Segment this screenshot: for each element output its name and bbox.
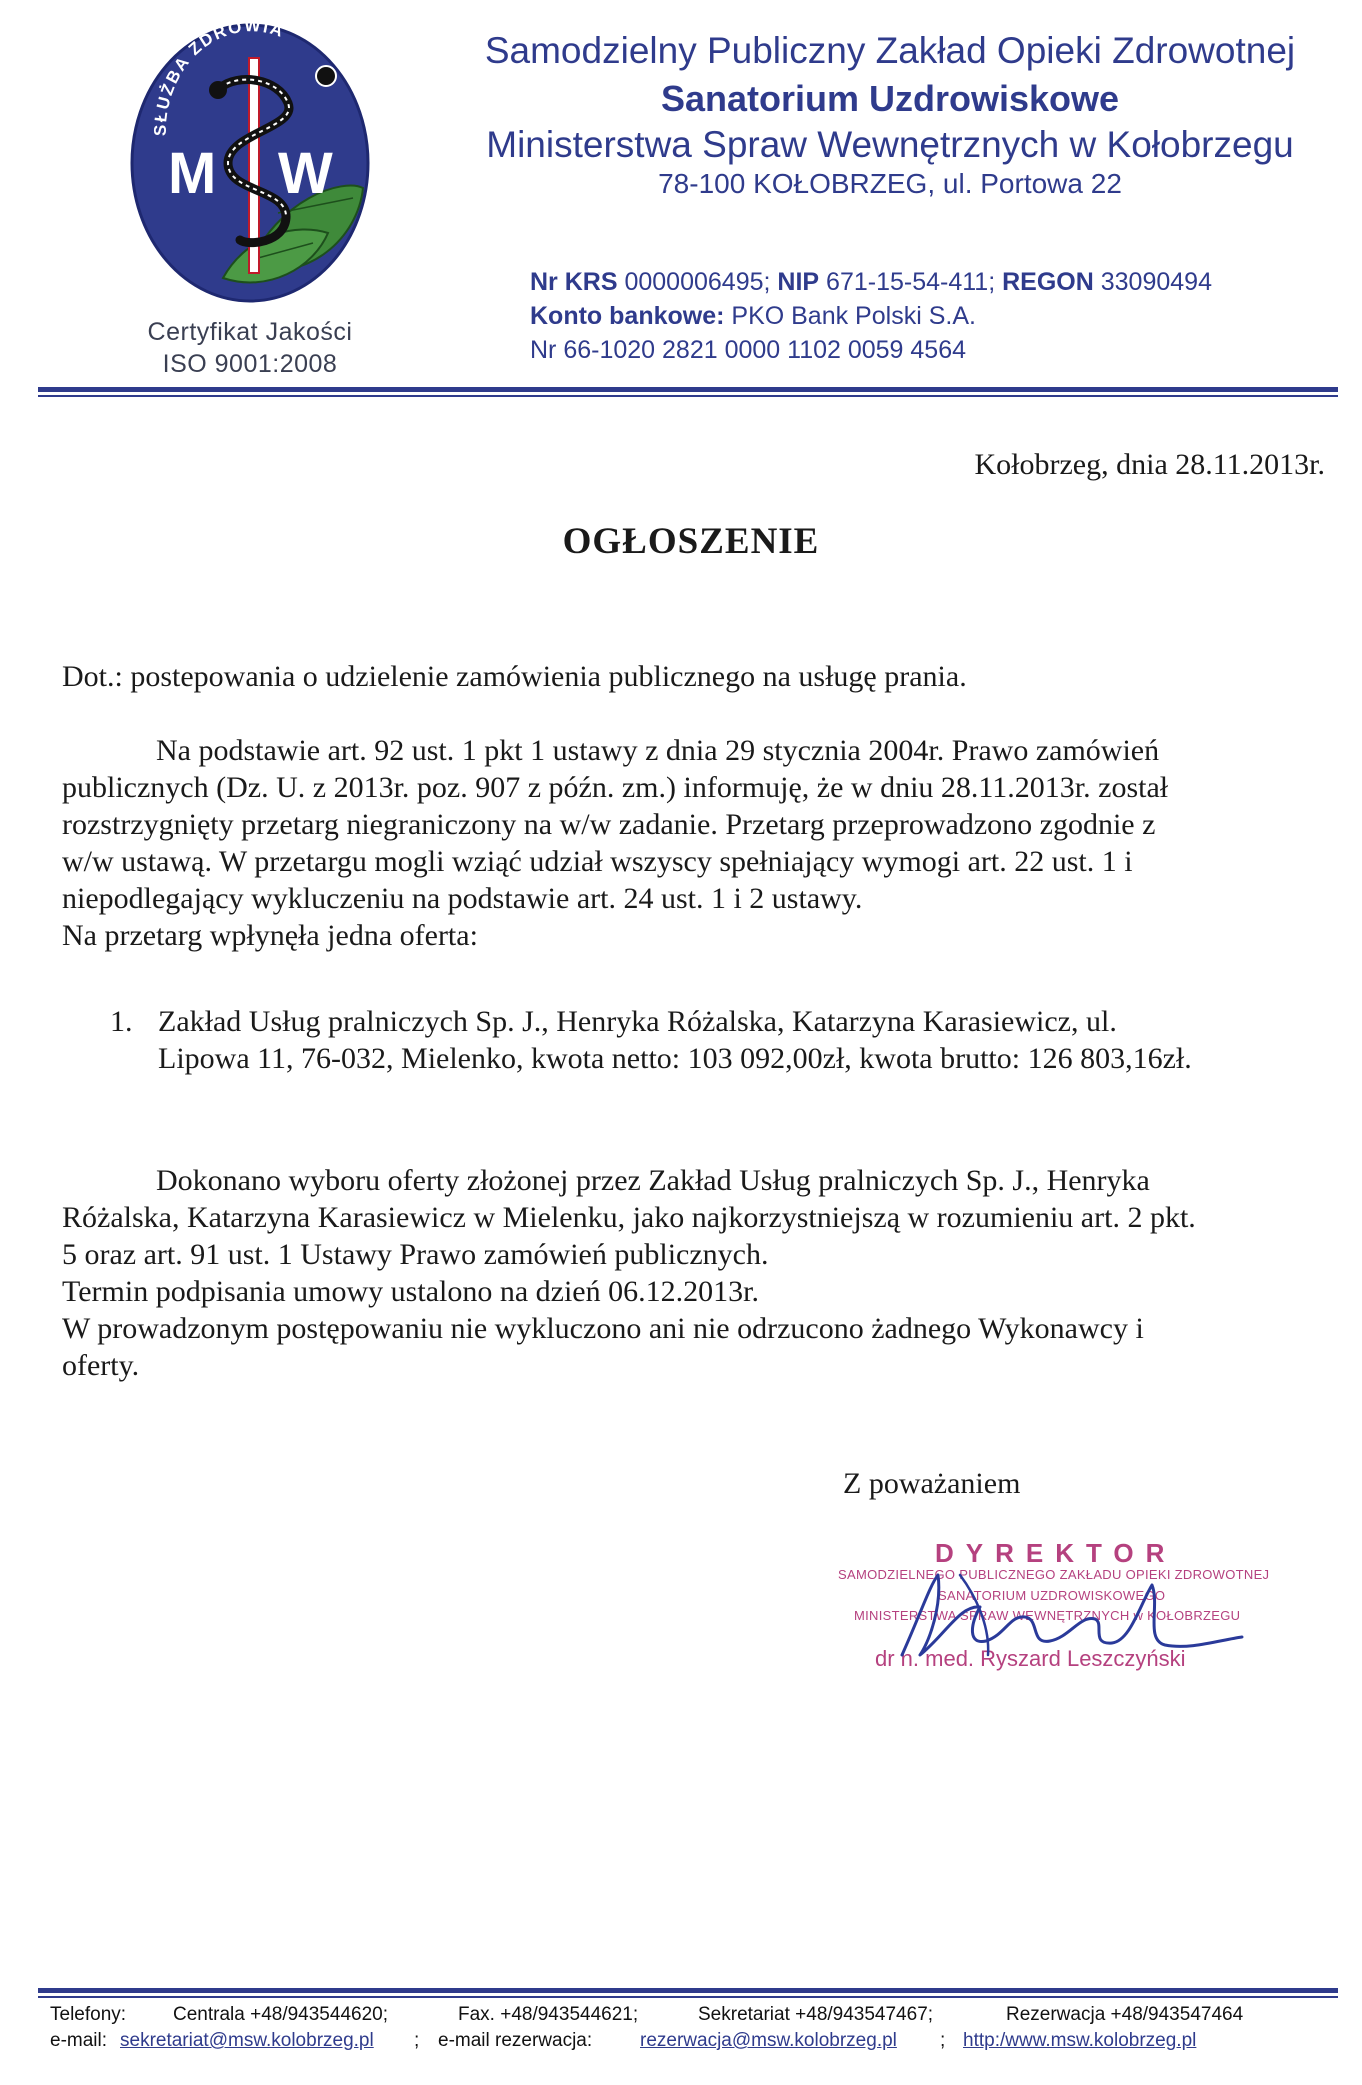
stamp-line: SAMODZIELNEGO PUBLICZNEGO ZAKŁADU OPIEKI ZDROWOTNEJ	[838, 1567, 1270, 1582]
footer-rule-thin	[38, 1996, 1338, 1998]
closing-salutation: Z poważaniem	[843, 1467, 1021, 1500]
nip-value: 671-15-54-411;	[826, 268, 996, 296]
header-rule-thick	[38, 387, 1338, 392]
footer-separator: ;	[414, 2030, 420, 2051]
offer-line: Zakład Usług pralniczych Sp. J., Henryka Różalska, Katarzyna Karasiewicz, ul.	[158, 1005, 1117, 1038]
paragraph-line: rozstrzygnięty przetarg niegraniczony na w/w zadanie. Przetarg przeprowadzono zgodnie z	[62, 808, 1156, 841]
paragraph-line: niepodlegający wykluczeniu na podstawie art. 24 ust. 1 i 2 ustawy.	[62, 882, 863, 915]
institution-name: Samodzielny Publiczny Zakład Opieki Zdrowotnej	[484, 30, 1296, 71]
footer-centrala: Centrala +48/943544620;	[173, 2004, 388, 2025]
stamp-line: SANATORIUM UZDROWISKOWEGO	[938, 1588, 1166, 1603]
paragraph-line: Różalska, Katarzyna Karasiewicz w Mielenku, jako najkorzystniejszą w rozumieniu art. 2 pkt.	[62, 1201, 1196, 1234]
registry-numbers	[530, 268, 1212, 297]
stamp-signatory-name: dr n. med. Ryszard Leszczyński	[875, 1646, 1186, 1671]
institution-ministry: Ministerstwa Spraw Wewnętrznych w Kołobrzegu	[486, 124, 1294, 165]
footer-phones-label: Telefony:	[50, 2004, 127, 2025]
footer-email-rez-link[interactable]: rezerwacja@msw.kolobrzeg.pl	[640, 2030, 897, 2051]
paragraph-line: Termin podpisania umowy ustalono na dzień 06.12.2013r.	[62, 1275, 759, 1308]
krs-value: 0000006495;	[624, 268, 771, 296]
bank-account-line	[530, 302, 976, 331]
document-title: OGŁOSZENIE	[562, 521, 820, 562]
bank-label: Konto bankowe:	[530, 302, 725, 330]
header-rule-thin	[38, 395, 1338, 397]
institution-address: 78-100 KOŁOBRZEG, ul. Portowa 22	[658, 168, 1122, 199]
paragraph-line: w/w ustawą. W przetargu mogli wziąć udział wszyscy spełniający wymogi art. 22 ust. 1 i	[62, 845, 1133, 878]
certificate-iso: ISO 9001:2008	[162, 350, 338, 378]
msw-logo	[128, 18, 373, 308]
footer-rezerwacja: Rezerwacja +48/943547464	[1006, 2004, 1244, 2025]
footer-email-link[interactable]: sekretariat@msw.kolobrzeg.pl	[120, 2030, 374, 2051]
krs-label: Nr KRS	[530, 268, 618, 296]
bank-name: PKO Bank Polski S.A.	[731, 302, 976, 330]
institution-subtitle: Sanatorium Uzdrowiskowe	[660, 78, 1120, 119]
footer-email-label: e-mail:	[50, 2030, 108, 2051]
footer-separator: ;	[940, 2030, 946, 2051]
regon-label: REGON	[1002, 268, 1094, 296]
footer-rule-thick	[38, 1988, 1338, 1993]
offer-line: Lipowa 11, 76-032, Mielenko, kwota netto: 103 092,00zł, kwota brutto: 126 803,16zł.	[158, 1042, 1192, 1075]
paragraph-line: Na podstawie art. 92 ust. 1 pkt 1 ustawy z dnia 29 stycznia 2004r. Prawo zamówień	[156, 734, 1160, 767]
footer-sekretariat: Sekretariat +48/943547467;	[698, 2004, 934, 2025]
regon-value: 33090494	[1100, 268, 1212, 296]
announcement-paragraph-2	[62, 1162, 1332, 1384]
msw-emblem-graphic	[128, 18, 373, 308]
document-subject: Dot.: postepowania o udzielenie zamówienia publicznego na usługę prania.	[62, 660, 967, 693]
stamp-line: MINISTERSTWA SPRAW WEWNĘTRZNYCH w KOŁOBRZEGU	[854, 1608, 1241, 1623]
paragraph-line: oferty.	[62, 1349, 140, 1382]
announcement-paragraph-1	[62, 732, 1332, 954]
paragraph-line: Dokonano wyboru oferty złożonej przez Zakład Usług pralniczych Sp. J., Henryka	[156, 1164, 1150, 1197]
certificate-title: Certyfikat Jakości	[147, 318, 353, 346]
logo-arc-text: SŁUŻBA ZDROWIA	[150, 18, 288, 137]
stamp-title: DYREKTOR	[935, 1538, 1177, 1568]
offer-number: 1.	[110, 1005, 133, 1038]
paragraph-line: publicznych (Dz. U. z 2013r. poz. 907 z późn. zm.) informuję, że w dniu 28.11.2013r. został	[62, 771, 1169, 804]
bank-account-number: Nr 66-1020 2821 0000 1102 0059 4564	[530, 336, 967, 364]
logo-letter-m: M	[168, 141, 217, 206]
paragraph-line: Na przetarg wpłynęła jedna oferta:	[62, 919, 478, 952]
footer-website-link[interactable]: http:/www.msw.kolobrzeg.pl	[963, 2030, 1197, 2051]
nip-label: NIP	[777, 268, 820, 296]
paragraph-line: 5 oraz art. 91 ust. 1 Ustawy Prawo zamówień publicznych.	[62, 1238, 769, 1271]
document-date: Kołobrzeg, dnia 28.11.2013r.	[974, 448, 1325, 481]
handwritten-signature	[890, 1545, 1250, 1670]
footer-fax: Fax. +48/943544621;	[458, 2004, 639, 2025]
paragraph-line: W prowadzonym postępowaniu nie wykluczono ani nie odrzucono żadnego Wykonawcy i	[62, 1312, 1144, 1345]
logo-letter-w: W	[278, 141, 333, 206]
footer-email-rez-label: e-mail rezerwacja:	[438, 2030, 593, 2051]
